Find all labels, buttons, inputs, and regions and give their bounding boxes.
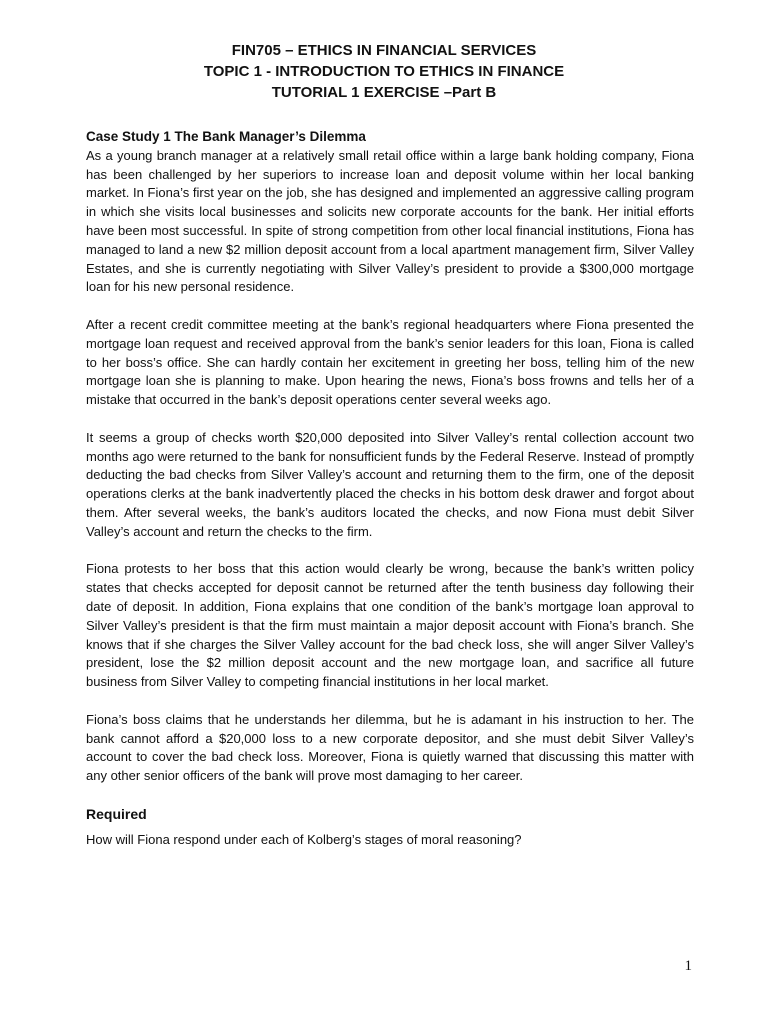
paragraph-3: It seems a group of checks worth $20,000 deposited into Silver Valley’s rental collection account two months ago were returned to the bank for nonsufficient funds by the Federal Reserve. Instead of promptly deducting the bad checks from Silver Valley’s account and returning them to the firm, one of the deposit operations clerks at the bank inadvertently placed the checks in his bottom desk drawer and forgot about them. After several weeks, the bank’s auditors located the checks, and now Fiona must debit Silver Valley’s account and return the checks to the firm. xyxy=(86,429,694,539)
required-question: How will Fiona respond under each of Kolberg’s stages of moral reasoning? xyxy=(86,832,522,848)
document-body xyxy=(86,128,694,850)
paragraph-5: Fiona’s boss claims that he understands her dilemma, but he is adamant in his instruction to her. The bank cannot afford a $20,000 loss to a new corporate depositor, and she must debit Silver Valley’s account to cover the bad check loss. Moreover, Fiona is quietly warned that discussing this matter with any other senior officers of the bank will prove most damaging to her career. xyxy=(86,711,694,784)
required-heading: Required xyxy=(86,805,147,822)
document-header xyxy=(0,40,768,103)
paragraph-1: As a young branch manager at a relatively small retail office within a large bank holding company, Fiona has been challenged by her superiors to increase loan and deposit volume within her local banking market. In Fiona’s first year on the job, she has designed and implemented an aggressive calling program in which she visits local businesses and solicits new corporate accounts for the bank. Her initial efforts have been most successful. In spite of strong competition from other local financial institutions, Fiona has managed to land a new $2 million deposit account from a local apartment management firm, Silver Valley Estates, and she is currently negotiating with Silver Valley’s president to provide a $300,000 mortgage loan for his new personal residence. xyxy=(86,147,694,295)
page-number: 1 xyxy=(684,958,692,974)
course-title: FIN705 – ETHICS IN FINANCIAL SERVICES xyxy=(231,42,537,59)
topic-title: TOPIC 1 - INTRODUCTION TO ETHICS IN FINANCE xyxy=(203,63,565,80)
case-study-title: Case Study 1 The Bank Manager’s Dilemma xyxy=(86,129,366,144)
paragraph-4: Fiona protests to her boss that this action would clearly be wrong, because the bank’s written policy states that checks accepted for deposit cannot be returned after the tenth business day following their date of deposit. In addition, Fiona explains that one condition of the bank’s mortgage loan approval to Silver Valley’s president is that the firm must maintain a major deposit account with Fiona’s branch. She knows that if she charges the Silver Valley account for the bad check loss, she will anger Silver Valley’s president, lose the $2 million deposit account and the new mortgage loan, and sacrifice all future business from Silver Valley to competing financial institutions in her local market. xyxy=(86,561,694,690)
tutorial-title: TUTORIAL 1 EXERCISE –Part B xyxy=(271,84,497,101)
paragraph-2: After a recent credit committee meeting at the bank’s regional headquarters where Fiona presented the mortgage loan request and received approval from the bank’s senior leaders for this loan, Fiona is called to her boss’s office. She can hardly contain her excitement in greeting her boss, telling him of the new mortgage loan she is planning to make. Upon hearing the news, Fiona’s boss frowns and tells her of a mistake that occurred in the bank’s deposit operations center several weeks ago. xyxy=(86,316,694,408)
